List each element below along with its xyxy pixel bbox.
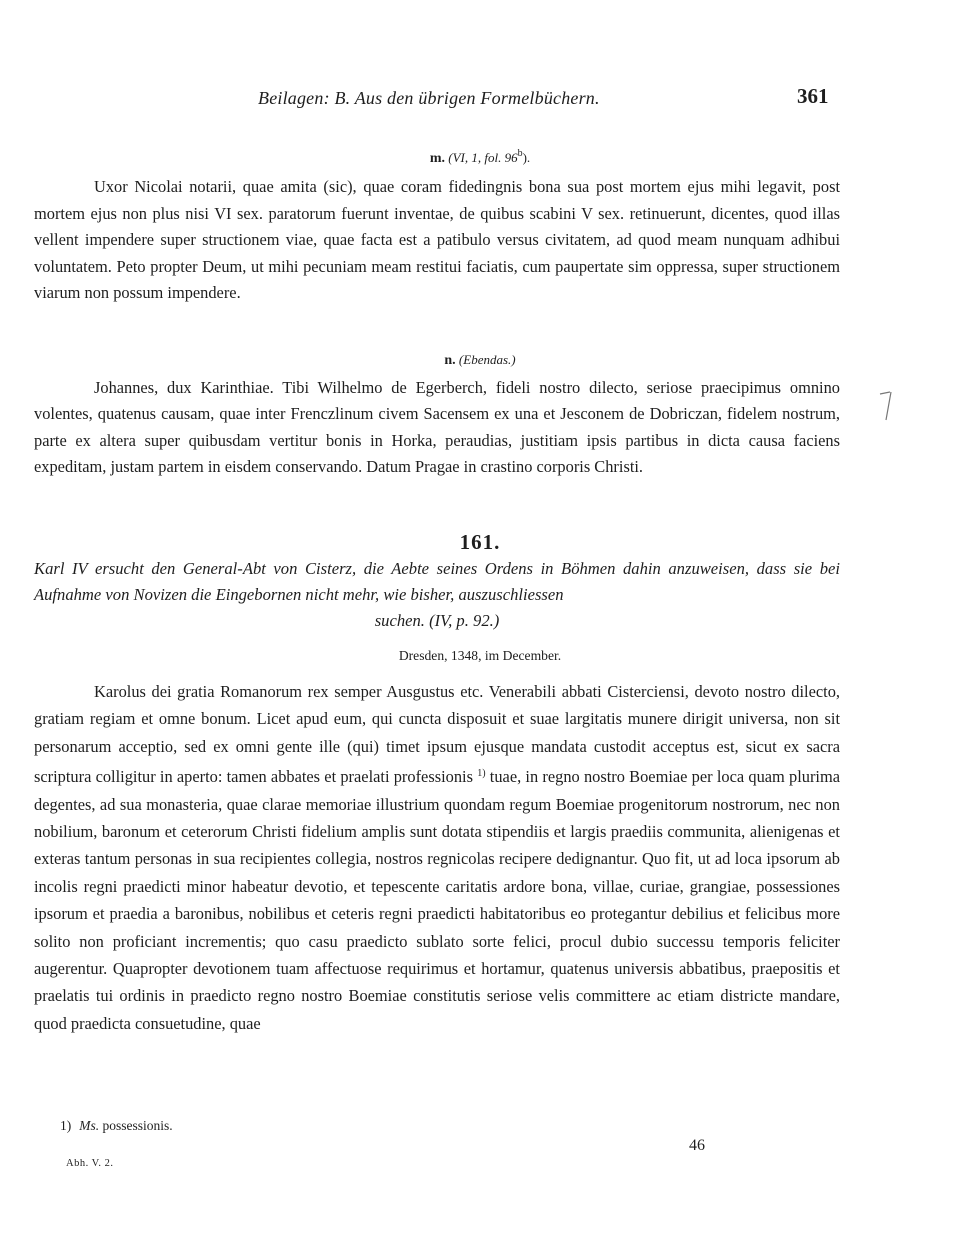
entry-m-heading [0,148,960,167]
page-number: 361 [797,84,829,108]
entry-n-heading [0,352,960,369]
footnote-text: possessionis. [102,1118,173,1133]
document-body [34,678,840,1037]
body-after-note: tuae, in regno nostro Boemiae per loca quam plurima degentes, ad sua monasteria, quae clarae memoriae illustrium quondam regum Boemiae progenitorum nostrorum, nec non nobilium, baronum et ceterorum Christi fidelium amplis sunt dotata stipendiis et largis praediis communita, alienigenas et exteras tantum personas in sua recipientes collegia, nostros regnicolas recipere dedignantur. Quo fit, ut ad loca ipsorum ab incolis regni praedicti minor habeatur devotio, et tepescente caritatis ardore bona, villae, curiae, grangiae, possessiones ipsorum et praedia a baronibus, nobilibus et ceteris regni praedicti habitatoribus eo protegantur debilius et felicibus more solito non proficiant incrementis; quo casu praedicto sublato sorte felici, procul dubio successu temporis feliciter augerentur. Quapropter devotionem tuam affectuose requirimus et hortamur, quatenus universis abbatibus, praepositis et praelatis tui ordinis in praedicto regno nostro Boemiae constitutis seriose velis committere ac etiam districte mandare, quod praedicta consuetudine, quae [34,767,841,1033]
entry-n-body [34,375,840,481]
signature-mark: 46 [689,1137,705,1154]
entry-n-reference: (Ebendas.) [458,352,516,367]
entry-m-body [34,174,840,307]
footnote-abbr: Ms. [79,1118,100,1133]
entry-m-reference-sup: b [517,148,523,159]
entry-n-letter: n. [444,353,456,368]
footnote-marker: 1) [60,1118,72,1133]
running-title: Beilagen: B. Aus den übrigen Formelbüchern. [258,88,600,108]
entry-n-text: Johannes, dux Karinthiae. Tibi Wilhelmo de Egerberch, fideli nostro dilecto, seriose praecipimus omnino volentes, quatenus causam, quae inter Frenczlinum civem Sacensem ex una et Jesconem de Dobriczan, fidelem nostrum, parte ex altera super quibusdam vertitur bonis in Horka, peraudias, justitiam ipsis partibus in dicta causa faciens expeditam, justam partem in eisdem conservando. Datum Pragae in crastino corporis Christi. [34,378,840,477]
document-number: 161. [459,530,501,554]
entry-m-text: Uxor Nicolai notarii, quae amita (sic), quae coram fidedingnis bona sua post mortem ejus mihi legavit, post mortem ejus non plus nisi VI sex. paratorum fuerunt inventae, de quibus scabini V sex. retinuerunt, dicentes, quod illas vellent impendere super structionem viae, quae facta est a patibulo versus civitatem, ad quod meam nunquam adhibui voluntatem. Peto propter Deum, ut mihi pecuniam meam restitui faciatis, cum paupertate sim oppressa, super structionem viarum non possum impendere. [34,177,840,303]
document-text [34,678,840,1037]
body-before-note: Karolus dei gratia Romanorum rex semper Ausgustus etc. Venerabili abbati Cisterciensi, devoto nostro dilecto, gratiam regiam et omne bonum. Licet apud eum, qui cuncta disposuit et suae largitatis munere dirigit universa, non sit personarum acceptio, sed ex omni gente ille (qui) timet ipsum ejusque mandata custodit acceptus est, sicut ex sacra scriptura colligitur in aperto: tamen abbates et praelati professionis [34,682,840,787]
footnote-reference: 1) [477,768,486,780]
summary-end: suchen. (IV, p. 92.) [374,611,500,630]
summary-text: Karl IV ersucht den General-Abt von Cisterz, die Aebte seines Ordens in Böhmen dahin anzuweisen, dass sie bei Aufnahme von Novizen die Eingebornen nicht mehr, wie bisher, auszuschliessen [34,559,840,604]
footnote [60,1118,173,1134]
dateline: Dresden, 1348, im December. [398,648,562,663]
margin-pencil-mark [878,386,898,426]
entry-m-reference-end: ). [522,150,531,165]
entry-m-reference: (VI, 1, fol. 96 [448,150,518,165]
entry-m-letter: m. [429,151,445,166]
volume-mark: Abh. V. 2. [66,1158,114,1169]
document-summary [34,556,840,634]
